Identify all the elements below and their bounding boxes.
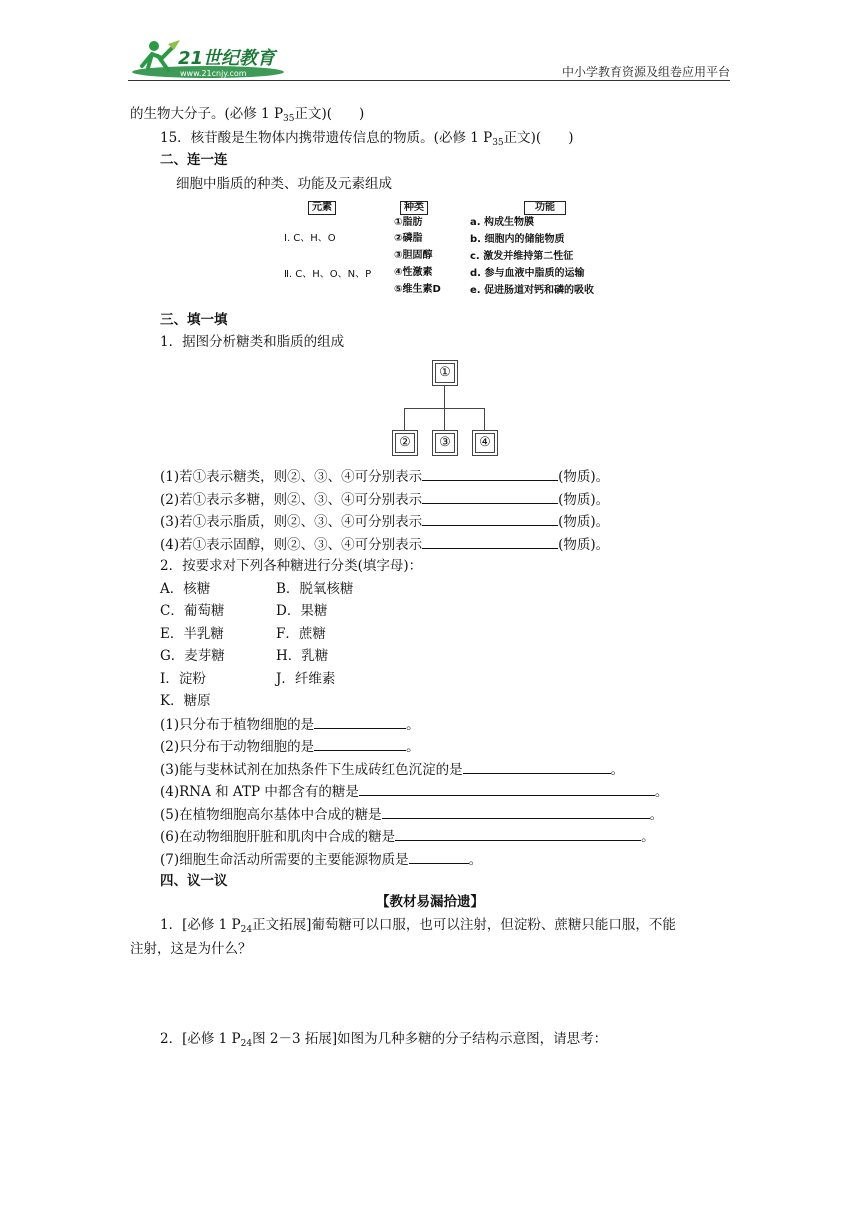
q1-title: 1．据图分析糖类和脂质的组成 (160, 334, 345, 350)
option-row: A．核糖 B．脱氧核糖 (160, 581, 354, 597)
answer-blank[interactable] (463, 759, 611, 774)
tree-connector (484, 408, 485, 430)
q2-item-5: (5)在植物细胞高尔基体中合成的糖是 。 (160, 804, 663, 825)
tree-node-top: ① (432, 360, 458, 386)
q2-item-6: (6)在动物细胞肝脏和肌肉中合成的糖是 。 (160, 826, 655, 847)
answer-blank[interactable] (314, 714, 406, 729)
element-2: Ⅱ. C、H、O、N、P (284, 269, 372, 280)
tree-node-3: ③ (432, 430, 458, 456)
option-row: G．麦芽糖 H．乳糖 (160, 648, 329, 664)
q1-item-3: (3)若①表示脂质，则②、③、④可分别表示 (物质)。 (160, 511, 609, 532)
tree-connector (444, 386, 445, 408)
platform-name: 中小学教育资源及组卷应用平台 (561, 65, 730, 79)
q2-item-2: (2)只分布于动物细胞的是 。 (160, 736, 420, 757)
q2-item-7: (7)细胞生命活动所需要的主要能源物质是 。 (160, 849, 482, 870)
q2-item-1: (1)只分布于植物细胞的是 。 (160, 714, 420, 735)
function-d: d. 参与血液中脂质的运输 (470, 268, 585, 279)
discuss-q2: 2．[必修 1 $P_{24}$图 2－3 拓展]如图为几种多糖的分子结构示意图，请思考： (160, 1031, 608, 1049)
header-divider (128, 80, 730, 81)
type-1: ①脂肪 (394, 217, 423, 228)
answer-blank[interactable] (422, 489, 558, 504)
logo-text: 21世纪教育 (178, 48, 276, 69)
q2-item-3: (3)能与斐林试剂在加热条件下生成砖红色沉淀的是 。 (160, 759, 624, 780)
function-b: b. 细胞内的储能物质 (470, 234, 565, 245)
function-e: e. 促进肠道对钙和磷的吸收 (470, 285, 595, 296)
composition-tree-diagram (392, 360, 498, 456)
type-5: ⑤维生素D (394, 284, 441, 295)
answer-blank[interactable] (395, 826, 641, 841)
type-3: ③胆固醇 (394, 250, 433, 261)
section2-title: 二、连一连 (160, 152, 228, 168)
tree-connector (404, 408, 405, 430)
answer-blank[interactable] (422, 534, 558, 549)
type-2: ②磷脂 (394, 233, 423, 244)
section4-title: 四、议一议 (160, 873, 228, 889)
option-row: C．葡萄糖 D．果糖 (160, 603, 328, 619)
option-row: I．淀粉 J．纤维素 (160, 671, 336, 687)
answer-blank[interactable] (314, 736, 406, 751)
q1-item-1: (1)若①表示糖类，则②、③、④可分别表示 (物质)。 (160, 466, 609, 487)
discuss-q1: 1．[必修 1 $P_{24}$正文拓展]葡萄糖可以口服，也可以注射，但淀粉、蔗糖只能口服，不能 (160, 917, 676, 935)
answer-blank[interactable] (422, 466, 558, 481)
header-function: 功能 (524, 201, 566, 215)
tree-node-4: ④ (472, 430, 498, 456)
tree-connector (444, 408, 445, 430)
header-type: 种类 (400, 201, 428, 215)
tree-node-2: ② (392, 430, 418, 456)
q2-item-4: (4)RNA 和 ATP 中都含有的糖是 。 (160, 781, 668, 802)
function-a: a. 构成生物膜 (470, 217, 535, 228)
q1-item-2: (2)若①表示多糖，则②、③、④可分别表示 (物质)。 (160, 489, 609, 510)
option-row: K．糖原 (160, 693, 211, 709)
option-row: E．半乳糖 F．蔗糖 (160, 626, 326, 642)
header-element: 元素 (308, 201, 336, 215)
element-1: Ⅰ. C、H、O (284, 233, 336, 244)
lipid-matching-table (284, 199, 614, 303)
function-c: c. 激发并维持第二性征 (470, 251, 574, 262)
answer-blank[interactable] (382, 804, 650, 819)
discuss-q1-cont: 注射，这是为什么？ (130, 941, 252, 957)
answer-blank[interactable] (359, 781, 655, 796)
item14-tail: 的生物大分子。(必修 1 $P_{35}$正文)( ) (130, 106, 365, 124)
section3-title: 三、填一填 (160, 312, 228, 328)
item15: 15．核苷酸是生物体内携带遗传信息的物质。(必修 1 $P_{35}$正文)( ) (160, 130, 574, 148)
logo-url: www.21cnjy.com (180, 69, 247, 78)
answer-blank[interactable] (422, 511, 558, 526)
type-4: ④性激素 (394, 267, 433, 278)
section2-subtitle: 细胞中脂质的种类、功能及元素组成 (176, 176, 392, 192)
textbook-recall-title: 【教材易漏拾遗】 (376, 894, 484, 910)
site-logo (128, 36, 288, 82)
q1-item-4: (4)若①表示固醇，则②、③、④可分别表示 (物质)。 (160, 534, 609, 555)
q2-title: 2．按要求对下列各种糖进行分类(填字母)： (160, 558, 423, 574)
answer-blank[interactable] (409, 849, 469, 864)
